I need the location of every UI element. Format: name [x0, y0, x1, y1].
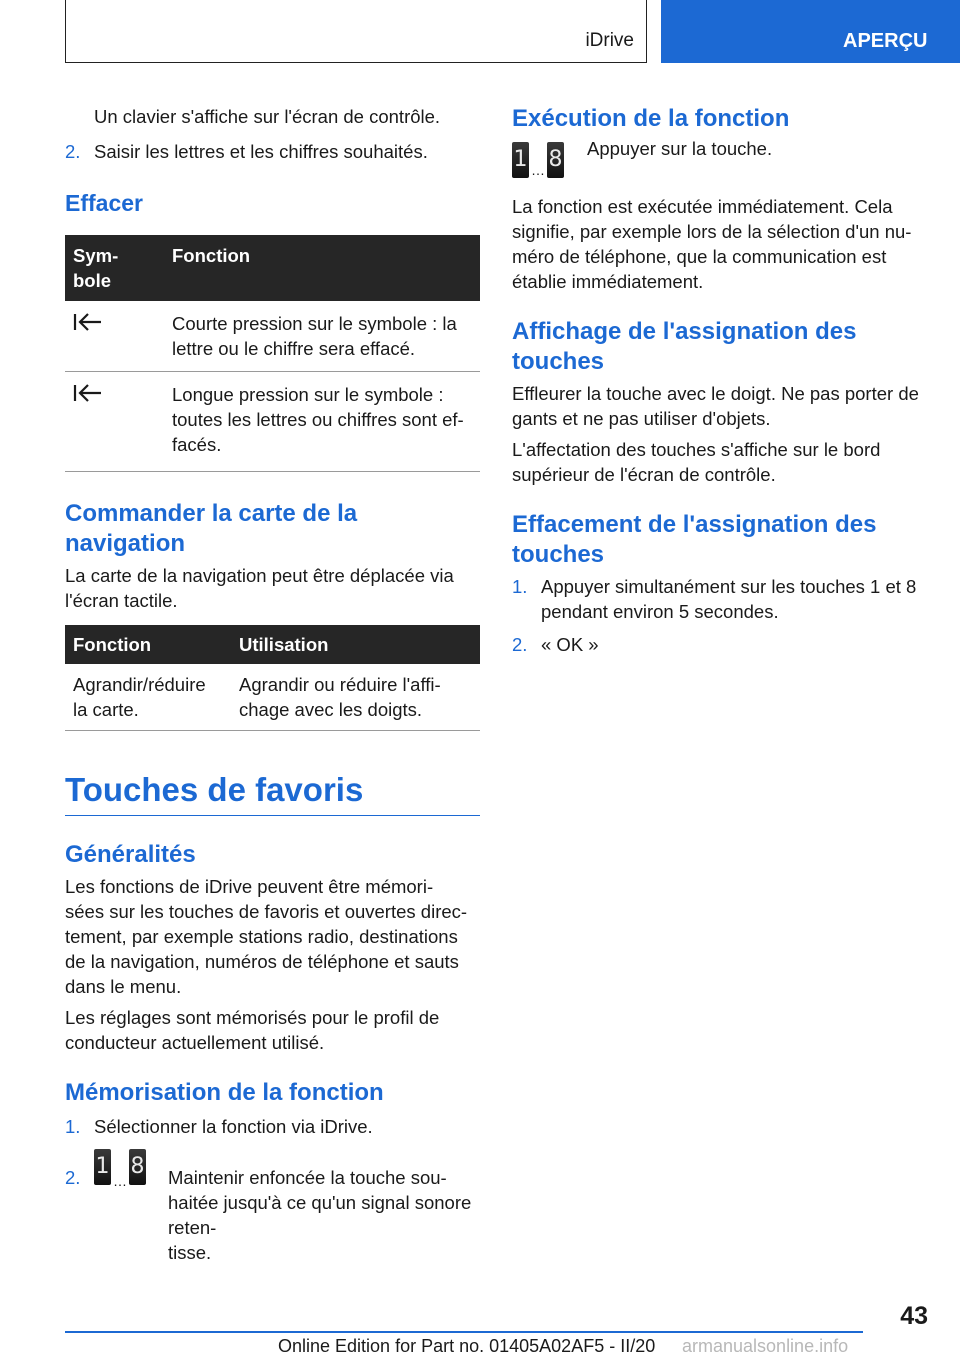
table-header-row — [65, 625, 480, 664]
step-text: Appuyer simultanément sur les touches 1 et 8 pendant environ 5 secondes. — [541, 576, 917, 622]
step-text: Saisir les lettres et les chiffres souhaités. — [94, 141, 428, 162]
generalites-paragraph-2: Les réglages sont mémorisés pour le profil de conducteur actuellement utilisé. — [65, 1007, 440, 1053]
symbol-cell — [65, 301, 164, 372]
generalites-paragraph-1: Les fonctions de iDrive peuvent être mémori- sées sur les touches de favoris et ouvertes direc- tement, par exemple stations radio, destinations de la navigation, numéros de téléphone et sauts dans le menu. — [65, 876, 468, 997]
step-number: 1. — [65, 1116, 81, 1137]
commander-paragraph: La carte de la navigation peut être déplacée via l'écran tactile. — [65, 565, 454, 611]
step-2 — [65, 139, 480, 164]
memorisation-heading: Mémorisation de la fonction — [65, 1079, 384, 1106]
col-header-fonction: Fonction — [164, 235, 480, 301]
effacement-heading: Effacement de l'assignation des touches — [512, 511, 877, 568]
step-number: 2. — [65, 141, 81, 162]
map-table — [65, 625, 480, 731]
eff-step-2 — [512, 632, 926, 657]
execution-heading: Exécution de la fonction — [512, 105, 790, 132]
ellipsis: … — [531, 162, 545, 178]
ellipsis: … — [113, 1173, 127, 1189]
favorite-key-8-icon: 8 — [547, 142, 564, 178]
step-number: 2. — [512, 634, 528, 655]
favorite-key-1-icon: 1 — [94, 1149, 111, 1185]
function-cell: Longue pression sur le symbole : toutes les lettres ou chiffres sont ef- facés. — [164, 372, 480, 472]
memo-step-2 — [65, 1149, 480, 1263]
header-tab-apercu[interactable]: APERÇU — [661, 0, 960, 63]
table-cell: Agrandir ou réduire l'affi- chage avec les doigts. — [231, 664, 480, 731]
favorite-key-1-icon: 1 — [512, 142, 529, 178]
eff-step-1 — [512, 574, 926, 624]
affichage-paragraph-1: Effleurer la touche avec le doigt. Ne pas porter de gants et ne pas utiliser d'objets. — [512, 383, 919, 429]
backspace-icon — [73, 311, 103, 333]
footer-edition: Online Edition for Part no. 01405A02AF5 - II/20 — [278, 1336, 656, 1356]
continuation-line: Un clavier s'affiche sur l'écran de contrôle. — [94, 106, 441, 127]
execution-key-line — [512, 138, 926, 186]
favoris-heading: Touches de favoris — [65, 771, 480, 816]
page-number: 43 — [900, 1302, 928, 1330]
erase-table — [65, 235, 480, 472]
col-header-symbole: Sym- bole — [65, 235, 164, 301]
col-header-fonction: Fonction — [65, 625, 231, 664]
function-cell: Courte pression sur le symbole : la lettre ou le chiffre sera effacé. — [164, 301, 480, 372]
step-number: 2. — [65, 1167, 81, 1188]
favorite-key-8-icon: 8 — [129, 1149, 146, 1185]
symbol-cell — [65, 372, 164, 472]
step-text: Sélectionner la fonction via iDrive. — [94, 1116, 373, 1137]
left-column — [65, 104, 480, 1263]
right-column — [512, 104, 926, 657]
step-number: 1. — [512, 576, 528, 597]
footer-rule — [65, 1331, 863, 1333]
execution-paragraph: La fonction est exécutée immédiatement. Cela signifie, par exemple lors de la sélection d'un nu- méro de téléphone, que la communication est établie immédiatement. — [512, 196, 912, 292]
table-row — [65, 301, 480, 372]
commander-heading: Commander la carte de la navigation — [65, 500, 358, 557]
header-frame — [65, 0, 647, 63]
table-row — [65, 372, 480, 472]
table-row — [65, 664, 480, 731]
execution-key-text: Appuyer sur la touche. — [587, 138, 773, 159]
memo-step-1 — [65, 1114, 480, 1139]
table-header-row — [65, 235, 480, 301]
watermark: armanualsonline.info — [682, 1336, 849, 1356]
step-text: Maintenir enfoncée la touche sou- haitée jusqu'à ce qu'un signal sonore reten- tisse. — [168, 1167, 472, 1263]
col-header-utilisation: Utilisation — [231, 625, 480, 664]
memo-step-2-body — [94, 1149, 480, 1263]
header-section-title: iDrive — [585, 30, 634, 51]
effacer-heading: Effacer — [65, 190, 143, 216]
affichage-heading: Affichage de l'assignation des touches — [512, 318, 857, 375]
table-cell: Agrandir/réduire la carte. — [65, 664, 231, 731]
generalites-heading: Généralités — [65, 841, 196, 868]
affichage-paragraph-2: L'affectation des touches s'affiche sur le bord supérieur de l'écran de contrôle. — [512, 439, 881, 485]
step-text: « OK » — [541, 634, 599, 655]
backspace-icon — [73, 382, 103, 404]
